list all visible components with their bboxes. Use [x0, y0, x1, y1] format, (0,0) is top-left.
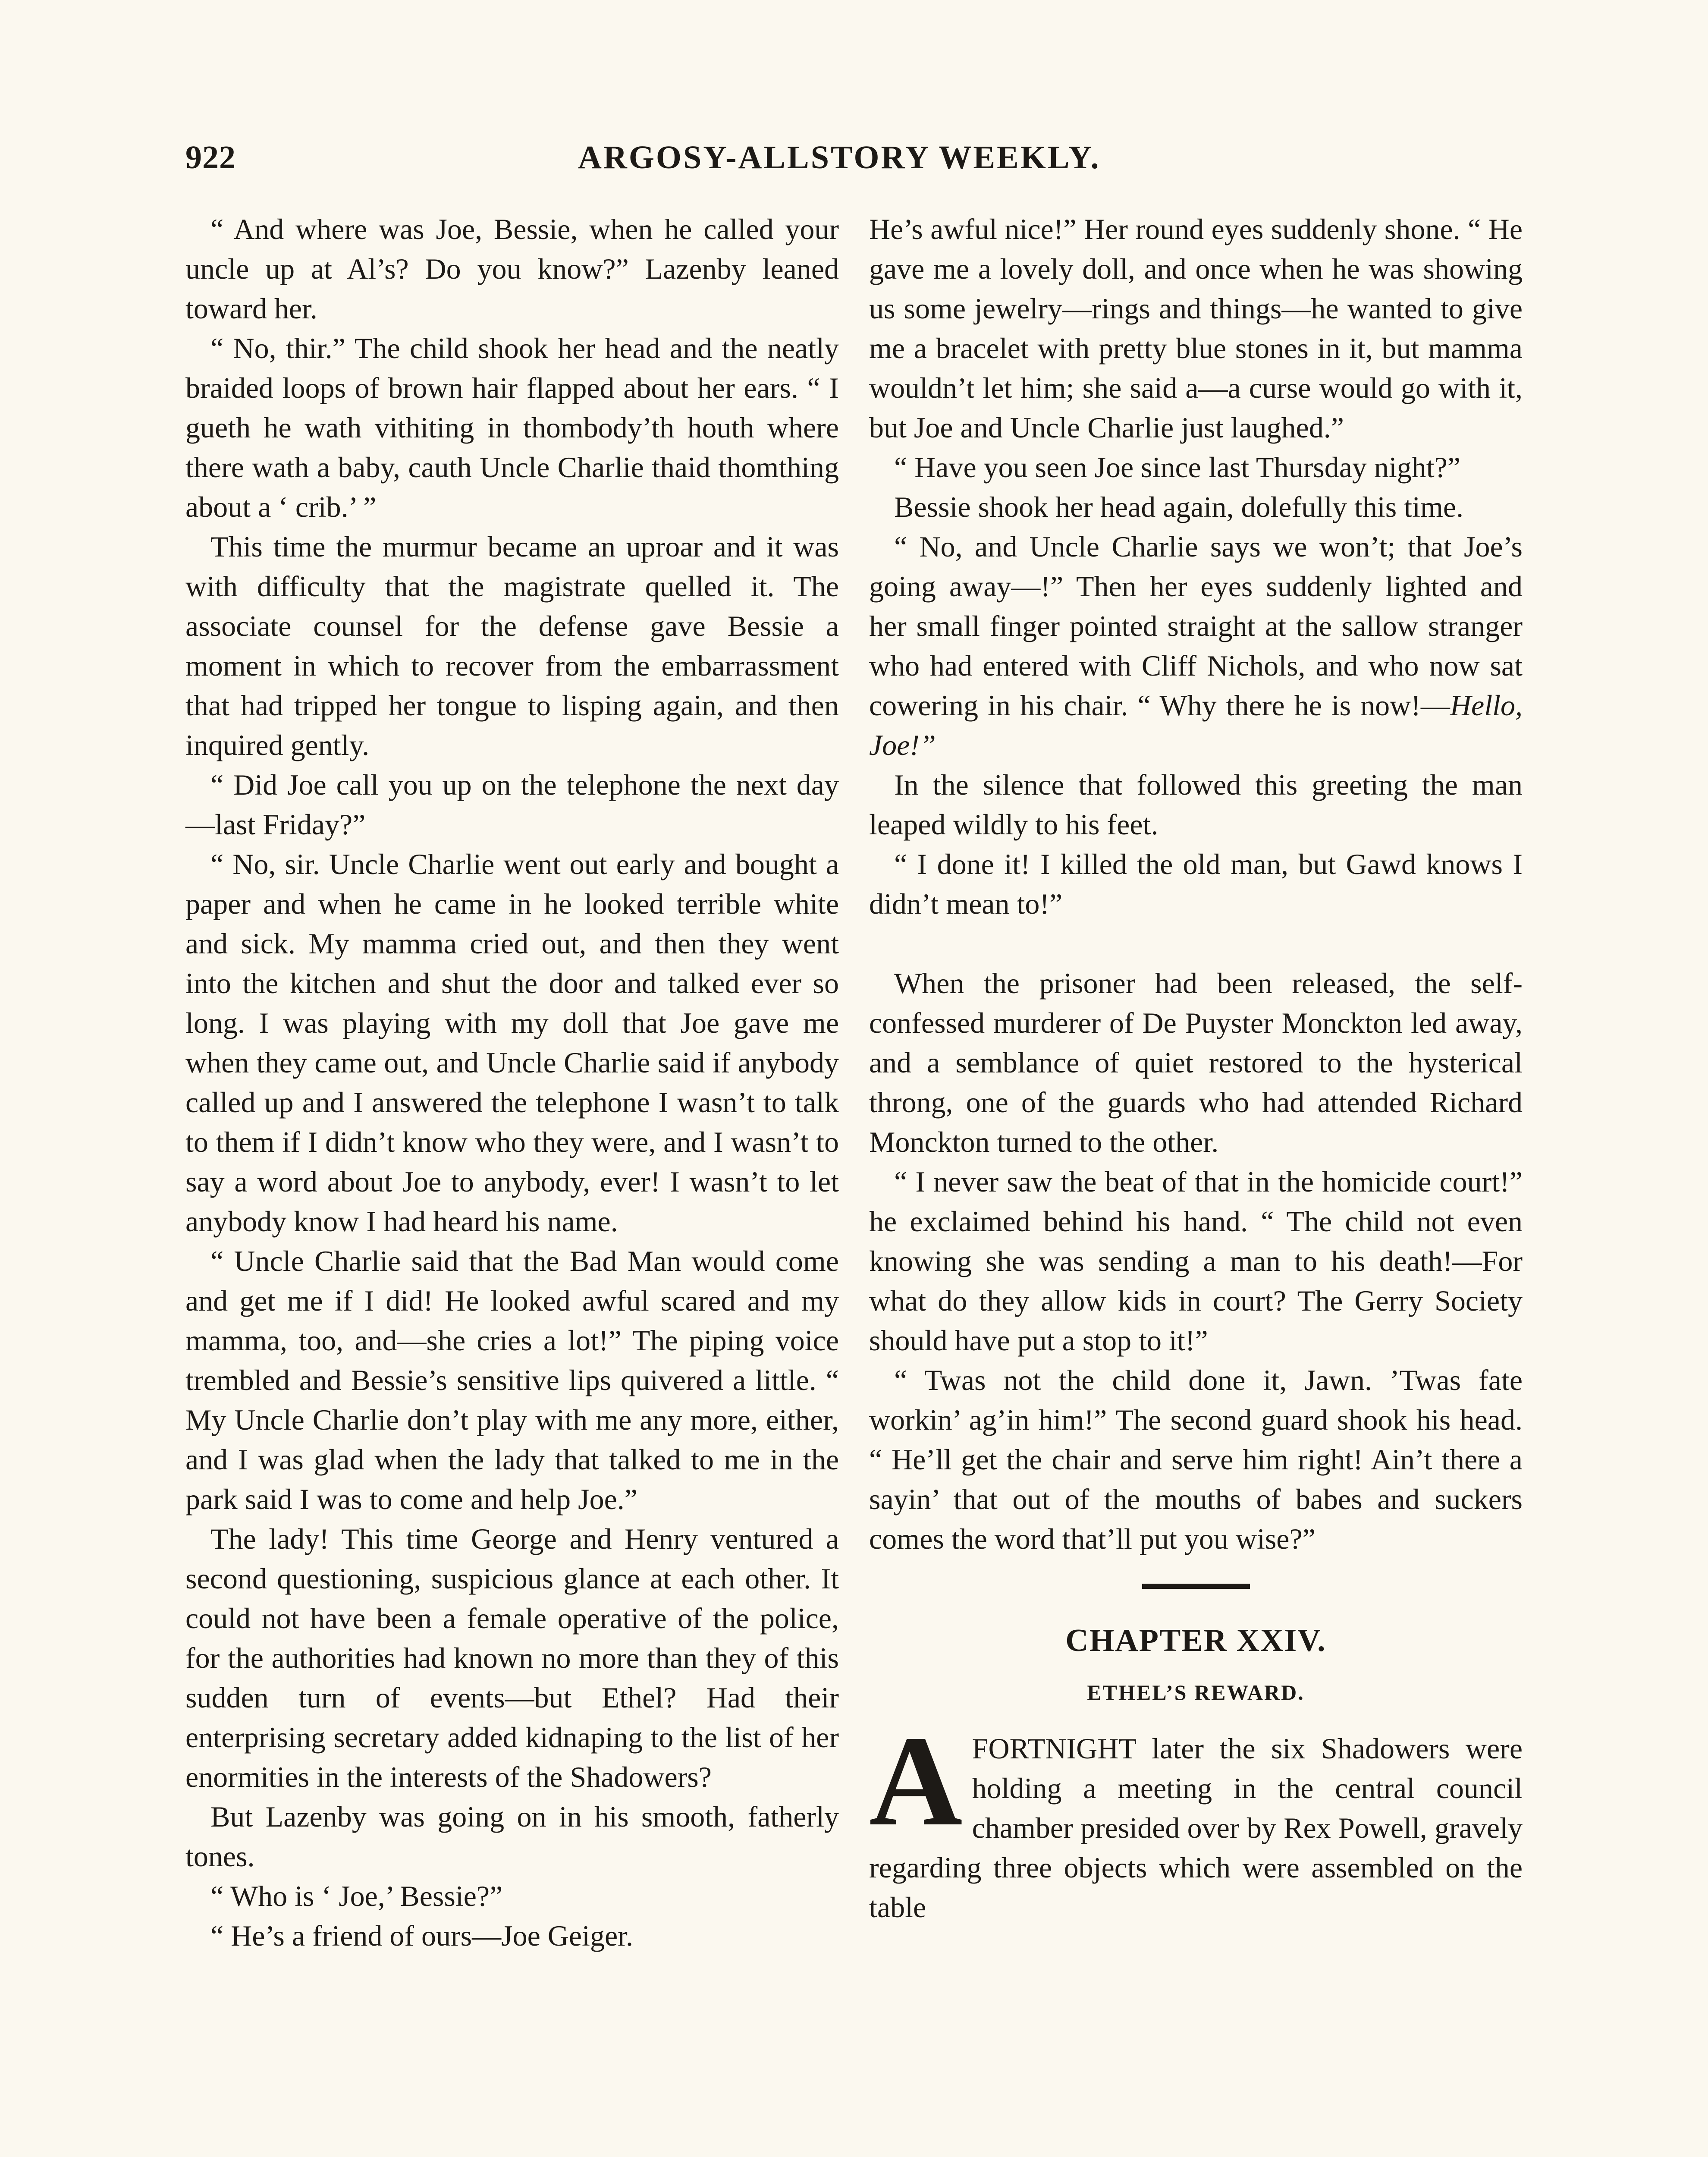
page-number: 922: [185, 139, 236, 176]
scene-break: [869, 924, 1523, 963]
paragraph: “ Uncle Charlie said that the Bad Man would come and get me if I did! He looked awful scared and my mamma, too, and—she cries a lot!” The piping voice trembled and Bessie’s sensitive lips quivered a little. “ My Uncle Charlie don’t play with me any more, either, and I was glad when the lady that talked to me in the park said I was to come and help Joe.”: [185, 1245, 839, 1516]
paragraph: “ Twas not the child done it, Jawn. ’Twas fate workin’ ag’in him!” The second guard shook his head. “ He’ll get the chair and serve him right! Ain’t there a sayin’ that out of the mouths of babes and suckers comes the word that’ll put you wise?”: [869, 1364, 1523, 1555]
paragraph: But Lazenby was going on in his smooth, fatherly tones.: [185, 1800, 839, 1873]
paragraph: [869, 527, 1523, 765]
running-head: ARGOSY-ALLSTORY WEEKLY.: [578, 139, 1101, 176]
paragraph: “ No, thir.” The child shook her head and the neatly braided loops of brown hair flapped about her ears. “ I gueth he wath vithiting in thombody’th houth where there wath a baby, cauth Uncle Charlie thaid thomthing about a ‘ crib.’ ”: [185, 332, 839, 523]
chapter-title: CHAPTER XXIV.: [1065, 1623, 1326, 1658]
right-column: [869, 209, 1523, 1927]
paragraph: This time the murmur became an uproar and it was with difficulty that the magistrate quelled it. The associate counsel for the defense gave Bessie a moment in which to recover from the embarrassment that had tripped her tongue to lisping again, and then inquired gently.: [185, 530, 839, 761]
italic-exclamation: Hello, Joe!”: [869, 689, 1523, 761]
drop-cap: A: [869, 1709, 963, 1852]
paragraph: “ I done it! I killed the old man, but Gawd knows I didn’t mean to!”: [869, 848, 1523, 920]
paragraph: The lady! This time George and Henry ventured a second questioning, suspicious glance at each other. It could not have been a female operative of the police, for the authorities had known no more than they of this sudden turn of events—but Ethel? Had their enterprising secretary added kidnaping to the list of her enormities in the interests of the Shadowers?: [185, 1522, 839, 1793]
paragraph: “ I never saw the beat of that in the homicide court!” he exclaimed behind his hand. “ The child not even knowing she was sending a man to his death!—For what do they allow kids in court? The Gerry Society should have put a stop to it!”: [869, 1165, 1523, 1357]
chapter-opening-paragraph: [869, 1709, 1523, 1927]
paragraph: “ He’s a friend of ours—Joe Geiger.: [210, 1919, 634, 1952]
paragraph: When the prisoner had been released, the self-confessed murderer of De Puyster Monckton led away, and a semblance of quiet restored to the hysterical throng, one of the guards who had attended Richard Monckton turned to the other.: [869, 967, 1523, 1158]
section-divider-rule: [1142, 1584, 1250, 1589]
paragraph: In the silence that followed this greeting the man leaped wildly to his feet.: [869, 768, 1523, 841]
chapter-subtitle: ETHEL’S REWARD.: [1087, 1680, 1305, 1704]
paragraph: “ Have you seen Joe since last Thursday night?”: [894, 451, 1461, 484]
paragraph: “ And where was Joe, Bessie, when he called your uncle up at Al’s? Do you know?” Lazenby leaned toward her.: [185, 213, 839, 325]
paragraph: Bessie shook her head again, dolefully this time.: [894, 491, 1464, 523]
left-column: [185, 209, 839, 1956]
paragraph: “ No, sir. Uncle Charlie went out early and bought a paper and when he came in he looked terrible white and sick. My mamma cried out, and then they went into the kitchen and shut the door and talked ever so long. I was playing with my doll that Joe gave me when they came out, and Uncle Charlie said if anybody called up and I answered the telephone I wasn’t to talk to them if I didn’t know who they were, and I wasn’t to say a word about Joe to anybody, ever! I wasn’t to let anybody know I had heard his name.: [185, 848, 839, 1238]
paragraph: “ Did Joe call you up on the telephone the next day—last Friday?”: [185, 768, 839, 841]
chapter-opening-text: FORTNIGHT later the six Shadowers were holding a meeting in the central council chamber presided over by Rex Powell, gravely regarding three objects which were assembled on the table: [869, 1732, 1523, 1924]
paragraph: “ Who is ‘ Joe,’ Bessie?”: [210, 1880, 503, 1912]
paragraph-text: “ No, and Uncle Charlie says we won’t; that Joe’s going away—!” Then her eyes suddenly lighted and her small finger pointed straight at the sallow stranger who had entered with Cliff Nichols, and who now sat cowering in his chair. “ Why there he is now!—: [869, 530, 1523, 722]
paragraph-continued: He’s awful nice!” Her round eyes suddenly shone. “ He gave me a lovely doll, and once when he was showing us some jewelry—rings and things—he wanted to give me a bracelet with pretty blue stones in it, but mamma wouldn’t let him; she said a—a curse would go with it, but Joe and Uncle Charlie just laughed.”: [869, 213, 1523, 444]
